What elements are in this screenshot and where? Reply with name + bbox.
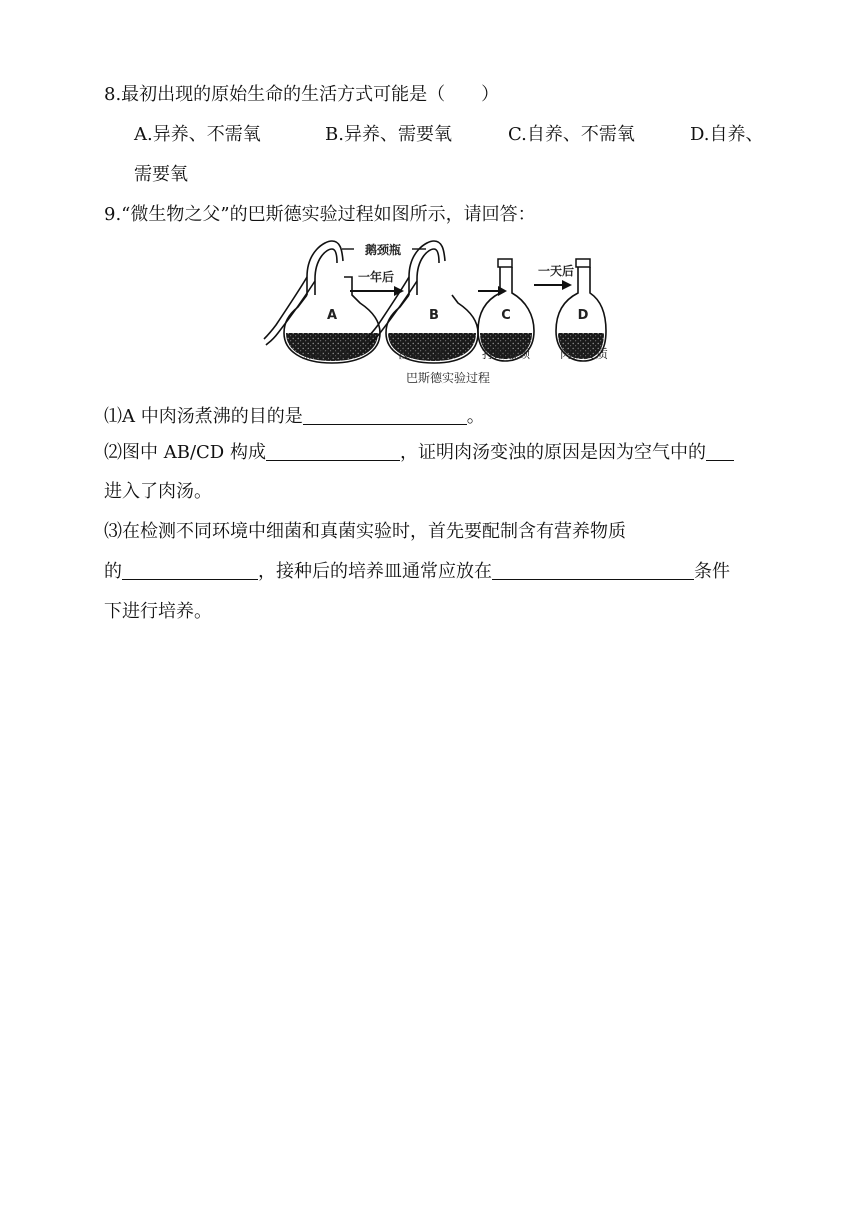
answer-blank[interactable] <box>122 561 258 580</box>
flask-d-caption: 肉汤变质 <box>559 347 608 361</box>
q9-sub3-a: 的 <box>104 561 122 582</box>
flask-a-letter: A <box>326 308 338 323</box>
flask-c-caption: 打断瓶颈 <box>481 347 531 361</box>
arrow-one-day-label: 一天后 <box>537 264 575 278</box>
q9-sub3: ⑶在检测不同环境中细菌和真菌实验时，首先要配制含有营养物质 <box>104 521 626 542</box>
answer-blank[interactable] <box>303 406 467 425</box>
arrow-right-icon <box>534 280 572 290</box>
q9-stem: 9.“微生物之父”的巴斯德实验过程如图所示，请回答： <box>104 204 536 225</box>
flask-b-caption: 没有变质 <box>397 347 447 361</box>
q8-option-d-continued: 需要氧 <box>134 164 188 185</box>
q8-option-b: B.异养、需要氧 <box>325 124 452 145</box>
q9-sub1 <box>104 406 485 428</box>
flask-b-icon <box>366 241 478 363</box>
figure-title: 巴斯德实验过程 <box>405 371 491 385</box>
answer-blank[interactable] <box>266 442 400 461</box>
q8-option-c: C.自养、不需氧 <box>508 124 635 145</box>
q9-sub2-continued: 进入了肉汤。 <box>104 481 212 502</box>
q8-option-a: A.异养、不需氧 <box>134 124 261 145</box>
arrow-one-year-label: 一年后 <box>357 270 395 284</box>
arrow-right-icon <box>478 286 507 296</box>
q9-sub3-line2 <box>104 561 730 583</box>
answer-blank[interactable] <box>492 561 694 580</box>
flask-a-icon <box>264 241 380 363</box>
answer-blank[interactable] <box>706 442 734 461</box>
flask-b-letter: B <box>429 308 439 323</box>
swan-neck-flask-label: 鹅颈瓶 <box>364 243 402 257</box>
flask-a-caption: 煮沸肉汤 <box>301 347 351 361</box>
q9-sub2 <box>104 442 734 464</box>
q9-sub3-c: 条件 <box>694 561 730 582</box>
q9-sub3-b: ，接种后的培养皿通常应放在 <box>258 561 492 582</box>
q8-stem: 8.最初出现的原始生命的生活方式可能是（ ） <box>104 84 500 105</box>
flask-d-letter: D <box>577 308 589 323</box>
flask-c-letter: C <box>501 308 511 323</box>
q9-sub3-continued: 下进行培养。 <box>104 601 212 622</box>
q9-sub1-end: 。 <box>466 406 485 427</box>
q9-sub1-text: ⑴A 中肉汤煮沸的目的是 <box>104 406 303 427</box>
pasteur-experiment-figure <box>262 237 608 389</box>
q9-sub2-mid: ，证明肉汤变浊的原因是因为空气中的 <box>399 442 706 463</box>
q9-sub2-text: ⑵图中 AB/CD 构成 <box>104 442 266 463</box>
arrow-right-icon <box>350 286 404 296</box>
q8-option-d: D.自养、 <box>690 124 764 145</box>
